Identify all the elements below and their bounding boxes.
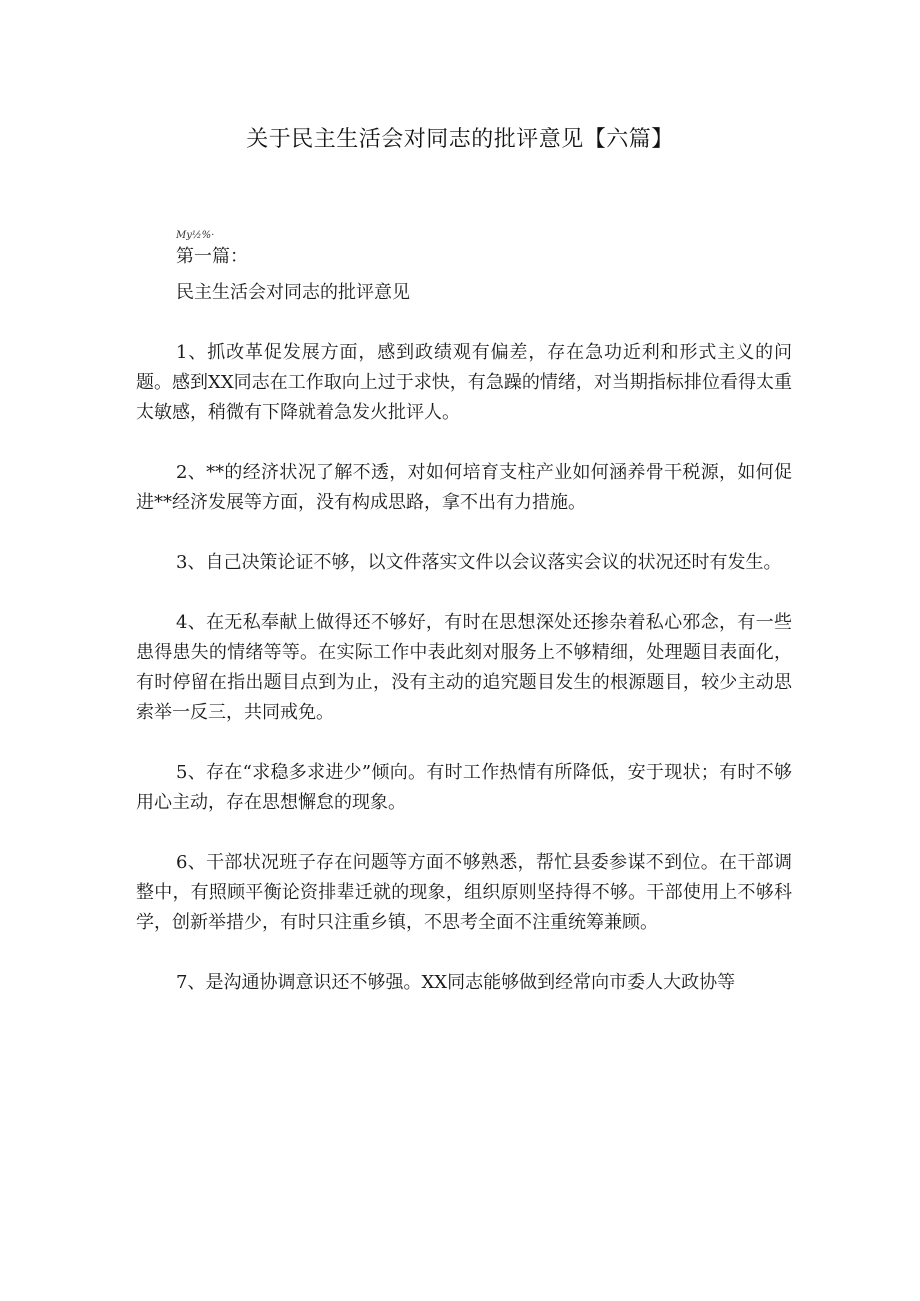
section-heading: 民主生活会对同志的批评意见 [176, 282, 410, 303]
document-title: 关于民主生活会对同志的批评意见【六篇】 [246, 127, 674, 152]
paragraph-2: 2、**的经济状况了解不透，对如何培育支柱产业如何涵养骨干税源，如何促进**经济发展等方面，没有构成思路，拿不出有力措施。 [136, 462, 792, 513]
paragraph-7: 7、是沟通协调意识还不够强。XX同志能够做到经常向市委人大政协等 [176, 972, 736, 993]
paragraph-6: 6、干部状况班子存在问题等方面不够熟悉，帮忙县委参谋不到位。在干部调整中，有照顾平衡论资排辈迁就的现象，组织原则坚持得不够。干部使用上不够科学，创新举措少，有时只注重乡镇，不思考全面不注重统筹兼顾。 [136, 852, 792, 933]
paragraph-4: 4、在无私奉献上做得还不够好，有时在思想深处还掺杂着私心邪念，有一些患得患失的情绪等等。在实际工作中表此刻对服务上不够精细，处理题目表面化，有时停留在指出题目点到为止，没有主动的追究题目发生的根源题目，较少主动思索举一反三，共同戒免。 [136, 612, 792, 723]
paragraph-1: 1、抓改革促发展方面，感到政绩观有偏差，存在急功近利和形式主义的问题。感到XX同志在工作取向上过于求快，有急躁的情绪，对当期指标排位看得太重太敏感，稍微有下降就着急发火批评人。 [136, 342, 792, 423]
section-label: 第一篇： [176, 246, 248, 267]
document-body [136, 242, 792, 998]
paragraph-3: 3、自己决策论证不够，以文件落实文件以会议落实会议的状况还时有发生。 [176, 552, 782, 573]
scan-mark: My½%· [176, 230, 215, 241]
paragraph-5: 5、存在“求稳多求进少”倾向。有时工作热情有所降低，安于现状；有时不够用心主动，存在思想懈怠的现象。 [136, 762, 792, 813]
